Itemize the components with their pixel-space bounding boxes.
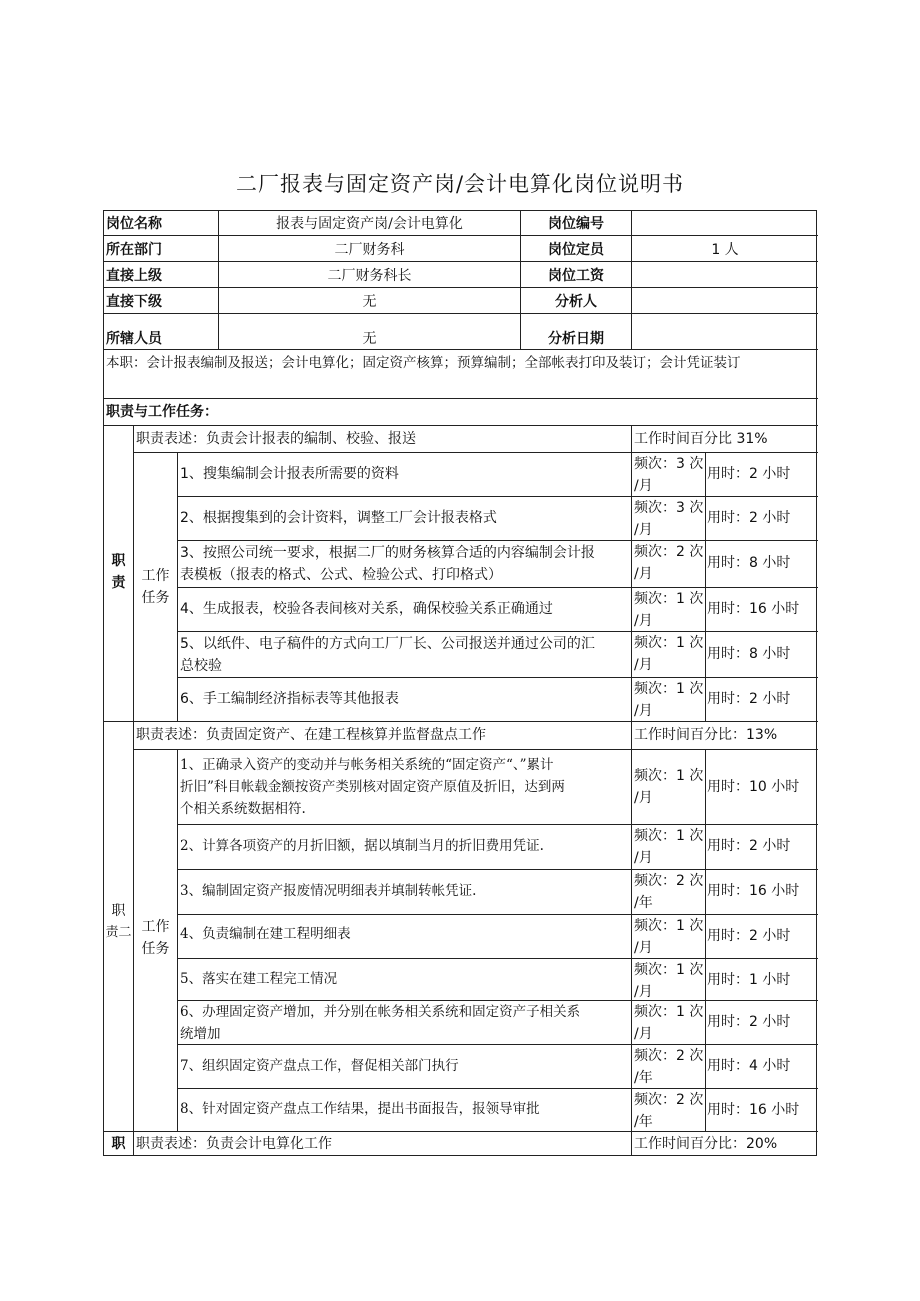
duty-2-task-1-time: 用时：10 小时 (706, 750, 818, 825)
duty-2-task-label (134, 750, 178, 1132)
duty-2-task-2-frequency (632, 825, 706, 870)
frequency-line1: 频次：1 次 (634, 918, 704, 934)
page-title: 二厂报表与固定资产岗/会计电算化岗位说明书 (235, 172, 685, 196)
duty-1-task-6-time: 用时：2 小时 (706, 678, 818, 722)
frequency-line2: /月 (634, 478, 653, 494)
duty-1-task-1-time: 用时：2 小时 (706, 453, 818, 497)
duty-2-task-5-time: 用时：1 小时 (706, 959, 818, 1001)
duty-2-task-6-text (178, 1001, 632, 1045)
frequency-line2: /月 (634, 566, 653, 582)
duty-2-task-2-time: 用时：2 小时 (706, 825, 818, 870)
duty-2-task-3-frequency (632, 870, 706, 915)
duty-1-task-6-frequency (632, 678, 706, 722)
frequency-line2: /月 (634, 613, 653, 629)
frequency-line1: 频次：1 次 (634, 591, 704, 607)
duty-1-task-4-text: 4、生成报表，校验各表间核对关系，确保校验关系正确通过 (178, 588, 632, 632)
task-text-line2: 统增加 (180, 1026, 221, 1042)
duty-1-task-3-text (178, 541, 632, 588)
duty-2-percent: 工作时间百分比：13% (632, 722, 818, 750)
duty-2-task-7-text: 7、组织固定资产盘点工作，督促相关部门执行 (178, 1045, 632, 1089)
duty-3-percent: 工作时间百分比：20% (634, 1136, 778, 1152)
frequency-line2: /月 (634, 1026, 653, 1042)
duty-2-task-5-frequency (632, 959, 706, 1001)
duty-2-task-2-text: 2、计算各项资产的月折旧额，据以填制当月的折旧费用凭证. (178, 825, 632, 870)
superior-value: 二厂财务科长 (219, 262, 521, 288)
duty-1-task-label-line1: 工作 (141, 568, 170, 584)
duty-2-task-4-text: 4、负责编制在建工程明细表 (178, 915, 632, 959)
department-label: 所在部门 (104, 236, 219, 262)
duty-2-label-line1: 职 (111, 903, 126, 919)
duty-1-task-2-frequency (632, 497, 706, 541)
duty-1-task-2-time: 用时：2 小时 (706, 497, 818, 541)
duty-1-label (104, 426, 134, 722)
frequency-line2: /月 (634, 940, 653, 956)
duty-2-task-3-time: 用时：16 小时 (706, 870, 818, 915)
duty-2-task-label-line1: 工作 (141, 919, 170, 935)
position-no-value (632, 211, 818, 236)
job-summary: 本职：会计报表编制及报送；会计电算化；固定资产核算；预算编制；全部帐表打印及装订；会计凭证装订 (104, 350, 818, 399)
staff-label: 所辖人员 (104, 314, 219, 350)
duty-1-label-line2: 责 (111, 575, 126, 591)
duty-2-task-1-frequency (632, 750, 706, 825)
frequency-line1: 频次：3 次 (634, 500, 704, 516)
duty-1-task-4-frequency (632, 588, 706, 632)
salary-value (632, 262, 818, 288)
position-name-label: 岗位名称 (104, 211, 219, 236)
frequency-line2: /月 (634, 657, 653, 673)
duty-1-description: 职责表述：负责会计报表的编制、校验、报送 (134, 426, 632, 453)
duty-2-task-7-time: 用时：4 小时 (706, 1045, 818, 1089)
duty-1-task-3-time: 用时：8 小时 (706, 541, 818, 588)
frequency-line1: 频次：2 次 (634, 544, 704, 560)
duty-3-description: 职责表述：负责会计电算化工作 (134, 1132, 632, 1156)
task-text-line1: 1、正确录入资产的变动并与帐务相关系统的“固定资产“、”累计 (180, 757, 554, 773)
frequency-line1: 频次：3 次 (634, 456, 704, 472)
task-text-line1: 3、按照公司统一要求，根据二厂的财务核算合适的内容编制会计报 (180, 545, 595, 561)
duty-2-task-8-time: 用时：16 小时 (706, 1089, 818, 1132)
duty-1-task-label (134, 453, 178, 722)
duty-2-task-4-time: 用时：2 小时 (706, 915, 818, 959)
duty-2-task-label-line2: 任务 (141, 941, 170, 957)
duty-2-task-6-time: 用时：2 小时 (706, 1001, 818, 1045)
duty-2-label (104, 722, 134, 1132)
frequency-line1: 频次：2 次 (634, 1048, 704, 1064)
duty-1-task-4-time: 用时：16 小时 (706, 588, 818, 632)
duty-2-task-8-frequency (632, 1089, 706, 1132)
duty-1-task-1-text: 1、搜集编制会计报表所需要的资料 (178, 453, 632, 497)
position-name-value: 报表与固定资产岗/会计电算化 (219, 211, 521, 236)
frequency-line2: /年 (634, 895, 653, 911)
staff-value: 无 (219, 314, 521, 350)
position-no-label: 岗位编号 (521, 211, 632, 236)
frequency-line1: 频次：1 次 (634, 1004, 704, 1020)
frequency-line2: /月 (634, 703, 653, 719)
analyst-label: 分析人 (521, 288, 632, 314)
headcount-value: 1 人 (632, 236, 818, 262)
job-description-table (103, 210, 817, 1156)
duty-2-label-line2: 责二 (105, 925, 132, 940)
duty-2-task-4-frequency (632, 915, 706, 959)
task-text-line1: 6、办理固定资产增加，并分别在帐务相关系统和固定资产子相关系 (180, 1004, 581, 1020)
frequency-line2: /月 (634, 850, 653, 866)
analyst-value (632, 288, 818, 314)
task-text-line2: 总校验 (180, 658, 222, 674)
frequency-line1: 频次：1 次 (634, 962, 704, 978)
frequency-line1: 频次：2 次 (634, 873, 704, 889)
duty-1-percent: 工作时间百分比 31% (632, 426, 818, 453)
task-text-line3: 个相关系统数据相符. (180, 801, 306, 817)
duty-2-task-6-frequency (632, 1001, 706, 1045)
subordinate-label: 直接下级 (104, 288, 219, 314)
frequency-line2: /月 (634, 984, 653, 1000)
frequency-line2: /月 (634, 790, 653, 806)
duty-1-task-1-frequency (632, 453, 706, 497)
frequency-line2: /年 (634, 1114, 653, 1130)
duty-1-label-line1: 职 (111, 553, 126, 569)
frequency-line1: 频次：1 次 (634, 768, 704, 784)
analysis-date-value (632, 314, 818, 350)
frequency-line1: 频次：1 次 (634, 828, 704, 844)
duty-1-task-label-line2: 任务 (141, 590, 170, 606)
duty-2-task-7-frequency (632, 1045, 706, 1089)
frequency-line2: /年 (634, 1070, 653, 1086)
duty-1-task-3-frequency (632, 541, 706, 588)
duty-1-task-5-frequency (632, 632, 706, 678)
duty-2-description: 职责表述：负责固定资产、在建工程核算并监督盘点工作 (134, 722, 632, 750)
duty-2-task-8-text: 8、针对固定资产盘点工作结果，提出书面报告，报领导审批 (178, 1089, 632, 1132)
frequency-line1: 频次：1 次 (634, 635, 704, 651)
task-text-line2: 表模板（报表的格式、公式、检验公式、打印格式） (180, 567, 502, 583)
frequency-line1: 频次：1 次 (634, 681, 704, 697)
duty-2-task-3-text: 3、编制固定资产报废情况明细表并填制转帐凭证. (178, 870, 632, 915)
task-text-line1: 5、以纸件、电子稿件的方式向工厂厂长、公司报送并通过公司的汇 (180, 636, 595, 652)
duty-1-task-6-text: 6、手工编制经济指标表等其他报表 (178, 678, 632, 722)
duty-2-task-5-text: 5、落实在建工程完工情况 (178, 959, 632, 1001)
frequency-line1: 频次：2 次 (634, 1092, 704, 1108)
frequency-line2: /月 (634, 522, 653, 538)
task-text-line2: 折旧”科目帐载金额按资产类别核对固定资产原值及折旧，达到两 (180, 779, 565, 795)
duty-1-task-5-time: 用时：8 小时 (706, 632, 818, 678)
analysis-date-label: 分析日期 (521, 314, 632, 350)
headcount-label: 岗位定员 (521, 236, 632, 262)
salary-label: 岗位工资 (521, 262, 632, 288)
duties-header: 职责与工作任务： (104, 399, 818, 426)
subordinate-value: 无 (219, 288, 521, 314)
duty-3-label: 职 (104, 1132, 134, 1156)
superior-label: 直接上级 (104, 262, 219, 288)
duty-1-task-5-text (178, 632, 632, 678)
duty-1-task-2-text: 2、根据搜集到的会计资料，调整工厂会计报表格式 (178, 497, 632, 541)
duty-2-task-1-text (178, 750, 632, 825)
department-value: 二厂财务科 (219, 236, 521, 262)
